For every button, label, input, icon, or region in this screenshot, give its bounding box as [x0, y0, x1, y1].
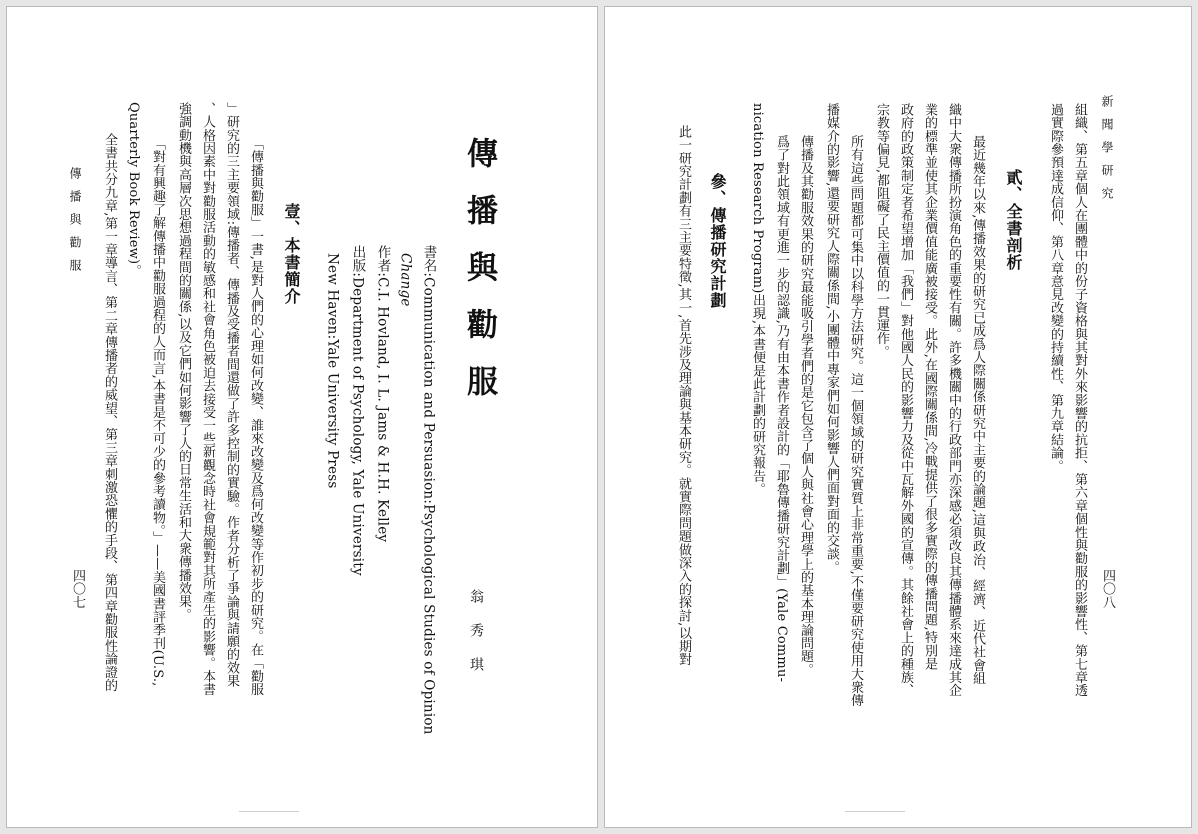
book-name-continuation: Change	[397, 253, 414, 307]
book-publisher-line: 出版:Department of Psychology, Yale University	[349, 245, 366, 576]
book-place-line: New Haven:Yale University Press	[324, 253, 341, 489]
page-number: 四〇七	[70, 569, 85, 609]
body-line-1: 「傳播與勸服」一書,是對人們的心理如何改變、誰來改變及爲何改變等作初步的研究。在「勸服	[248, 137, 263, 696]
section-heading-2: 貳、全書剖析	[1004, 169, 1023, 271]
page-number: 四〇八	[1100, 569, 1115, 609]
section2-line-2: 織中大衆傳播所扮演角色的重要性有關。許多機關中的行政部門亦深感必須改良其傳播體系來達成其企	[946, 103, 961, 697]
body-line-3: 、人格因素中對勸服活動的敏感和社會角色被迫去接受一些新觀念時社會規範對其所產生的影響。本書	[200, 102, 215, 696]
article-title: 傳播與勸服	[461, 137, 497, 422]
book-authors-line: 作者:C.I. Hovland, I. L. Jams & H.H. Kelley	[374, 245, 391, 543]
section2-line-8: 傳播及其勸服效果的研究最能吸引學者們的是它包含了個人與社會心理學上的基本理論問題。	[798, 135, 813, 677]
body-line-7: 全書共分九章,第一章導言、第二章傳播者的威望、第三章刺激恐懼的手段、第四章勸服性論證的	[102, 133, 117, 692]
section2-line-7: 播媒介的影響,還要研究人際關係間,小團體中專家們如何影響人們面對面的交談。	[824, 103, 839, 574]
intro-line-1: 組織、第五章個人在團體中的份子資格與其對外來影響的抗拒、第六章個性與勸服的影響性、第七章透	[1072, 103, 1087, 697]
body-line-2: 」研究的三主要領域:傳播者、傳播及受播者間還做了許多控制的實驗。作者分析了爭論與請願的效果	[224, 102, 239, 688]
section2-line-9: 爲了對此領域有更進一步的認識,乃有由本書作者設計的「耶魯傳播研究計劃」(Yale Commu-	[774, 135, 789, 683]
book-name-line: 書名:Communication and Persuasion:Psychological Studies of Opinion	[420, 245, 437, 735]
intro-line-2: 過實際參預達成信仰、第八章意見改變的持續性、第九章結論。	[1048, 103, 1063, 473]
scan-artifact	[239, 811, 299, 812]
section-heading-1: 壹、本書簡介	[282, 203, 301, 305]
body-line-6: Quarterly Book Review)。	[126, 102, 141, 278]
section2-line-3: 業的標準並使其企業價值能廣被接受。此外,在國際關係間,冷戰提供了很多實際的傳播問題,特別是	[922, 103, 937, 671]
body-line-4: 強調動機與高層次思想過程間的關係,以及它們如何影響了人的日常生活和大衆傳播效果。	[176, 102, 191, 622]
section2-line-6: 所有這些問題都可集中以科學方法研究。這一個領域的研究實質上非常重要,不僅要研究使用大衆傳	[848, 135, 863, 707]
running-head: 新聞學研究	[1100, 95, 1114, 210]
section3-line-1: 此一研究計劃有三主要特徵,其一,首先涉及理論與基本研究。就實際問題做深入的探討,以期對	[676, 125, 691, 666]
section2-line-1: 最近幾年以來,傳播效果的研究已成爲人際關係研究中主要的論題,這與政治、經濟、近代社會組	[970, 135, 985, 685]
section-heading-3: 參、傳播研究計劃	[708, 173, 727, 309]
section2-line-4: 政府的政策制定者希望增加「我們」對他國人民的影響力及從中瓦解外國的宣傳。其餘社會上的種族、	[898, 103, 913, 697]
body-line-5: 「對有興趣了解傳播中勸服過程的人而言,本書是不可少的參考讀物。」——美國書評季刊(U.S.,	[150, 137, 165, 687]
section2-line-5: 宗教等偏見,都阻礙了民主價值的一貫運作。	[874, 103, 889, 359]
scan-artifact	[845, 811, 905, 812]
running-head: 傳播與勸服	[68, 167, 82, 282]
author-name: 翁秀琪	[468, 589, 484, 691]
right-page	[604, 6, 1192, 828]
section2-line-10: nication Research Program)出現,本書便是此計劃的研究報告。	[750, 103, 765, 496]
left-page	[6, 6, 598, 828]
